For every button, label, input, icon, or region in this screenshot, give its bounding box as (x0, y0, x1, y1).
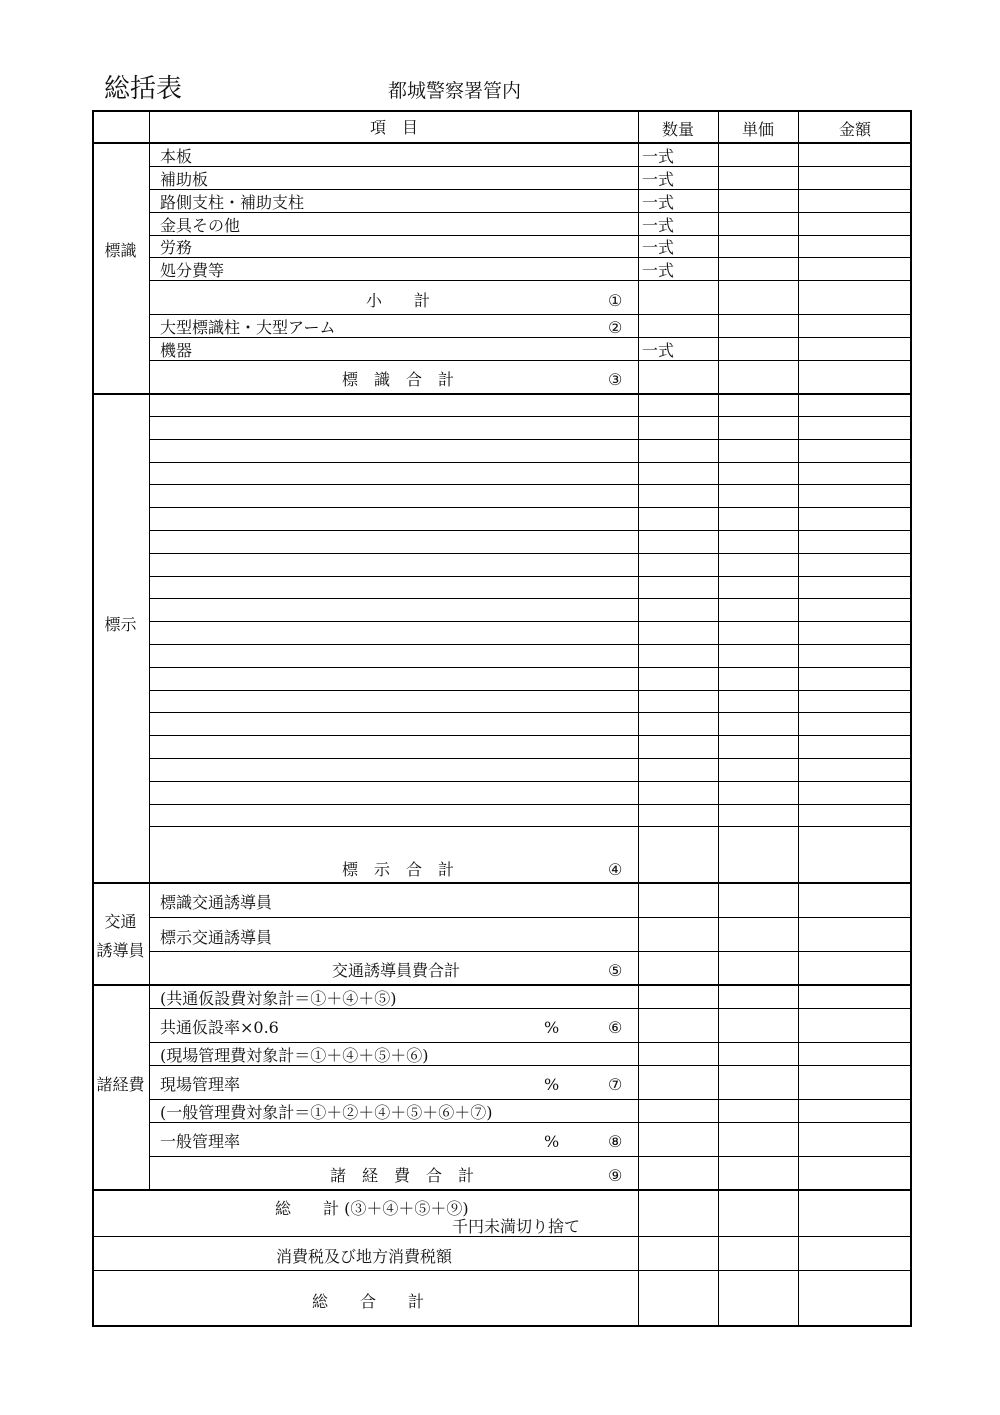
column-header-item: 項 目 (369, 118, 418, 137)
page-subtitle: 都城警察署管内 (388, 80, 522, 102)
item-qty: 一式 (642, 193, 675, 212)
guard-item-label: 標識交通誘導員 (160, 893, 273, 912)
column-divider (149, 110, 150, 1190)
row-divider (92, 142, 912, 144)
site-rate-percent: % (544, 1075, 560, 1094)
site-rate-label: 現場管理率 (160, 1075, 241, 1094)
category-hyoji: 標示 (104, 615, 137, 634)
common-rate-label: 共通仮設率×0.6 (160, 1018, 279, 1037)
large-sign-number: ② (608, 318, 623, 337)
item-label: 処分費等 (160, 261, 225, 280)
hyoshiki-total-label: 標 識 合 計 (342, 370, 455, 389)
common-rate-percent: % (544, 1018, 560, 1037)
item-qty: 一式 (642, 147, 675, 166)
column-header-unit-price: 単価 (741, 120, 774, 139)
column-divider (638, 110, 639, 1327)
category-kotsu-line1: 交通 (104, 912, 137, 931)
common-base-label: (共通仮設費対象計＝①＋④＋⑤) (160, 989, 397, 1008)
page-title: 総括表 (104, 74, 183, 104)
item-label: 労務 (160, 238, 193, 257)
row-divider (92, 1270, 912, 1271)
grand-total-label: 総 計 (③＋④＋⑤＋⑨) (275, 1199, 469, 1218)
general-rate-percent: % (544, 1132, 560, 1151)
item-label: 補助板 (160, 170, 209, 189)
device-label: 機器 (160, 341, 193, 360)
hyoshiki-total-number: ③ (608, 370, 623, 389)
shokeihi-total-number: ⑨ (608, 1166, 623, 1185)
item-label: 本板 (160, 147, 193, 166)
large-sign-label: 大型標識柱・大型アーム (160, 318, 336, 337)
row-divider (92, 1189, 912, 1191)
column-header-amount: 金額 (838, 120, 871, 139)
item-label: 金具その他 (160, 216, 241, 235)
column-header-quantity: 数量 (661, 120, 694, 139)
general-base-label: (一般管理費対象計＝①＋②＋④＋⑤＋⑥＋⑦) (160, 1103, 493, 1122)
row-divider (92, 984, 912, 986)
shokeihi-total-label: 諸 経 費 合 計 (330, 1166, 475, 1185)
kotsu-total-label: 交通誘導員費合計 (332, 961, 461, 980)
category-shokeihi: 諸経費 (96, 1075, 145, 1094)
rounding-note: 千円未満切り捨て (452, 1217, 581, 1236)
column-divider (718, 110, 719, 1327)
subtotal-number: ① (608, 291, 623, 310)
guard-item-label: 標示交通誘導員 (160, 928, 273, 947)
row-divider (92, 882, 912, 884)
category-kotsu-line2: 誘導員 (96, 941, 145, 960)
general-rate-number: ⑧ (608, 1132, 623, 1151)
general-rate-label: 一般管理率 (160, 1132, 241, 1151)
category-hyoshiki: 標識 (104, 241, 137, 260)
item-label: 路側支柱・補助支柱 (160, 193, 305, 212)
site-base-label: (現場管理費対象計＝①＋④＋⑤＋⑥) (160, 1046, 429, 1065)
kotsu-total-number: ⑤ (608, 961, 623, 980)
common-rate-number: ⑥ (608, 1018, 623, 1037)
hyoji-total-number: ④ (608, 860, 623, 879)
device-qty: 一式 (642, 341, 675, 360)
subtotal-label: 小 計 (366, 291, 431, 310)
site-rate-number: ⑦ (608, 1075, 623, 1094)
column-divider (798, 110, 799, 1327)
item-qty: 一式 (642, 238, 675, 257)
item-qty: 一式 (642, 216, 675, 235)
hyoji-total-label: 標 示 合 計 (342, 860, 455, 879)
item-qty: 一式 (642, 170, 675, 189)
tax-label: 消費税及び地方消費税額 (276, 1247, 453, 1266)
final-total-label: 総 合 計 (312, 1292, 425, 1311)
item-qty: 一式 (642, 261, 675, 280)
row-divider (92, 393, 912, 395)
